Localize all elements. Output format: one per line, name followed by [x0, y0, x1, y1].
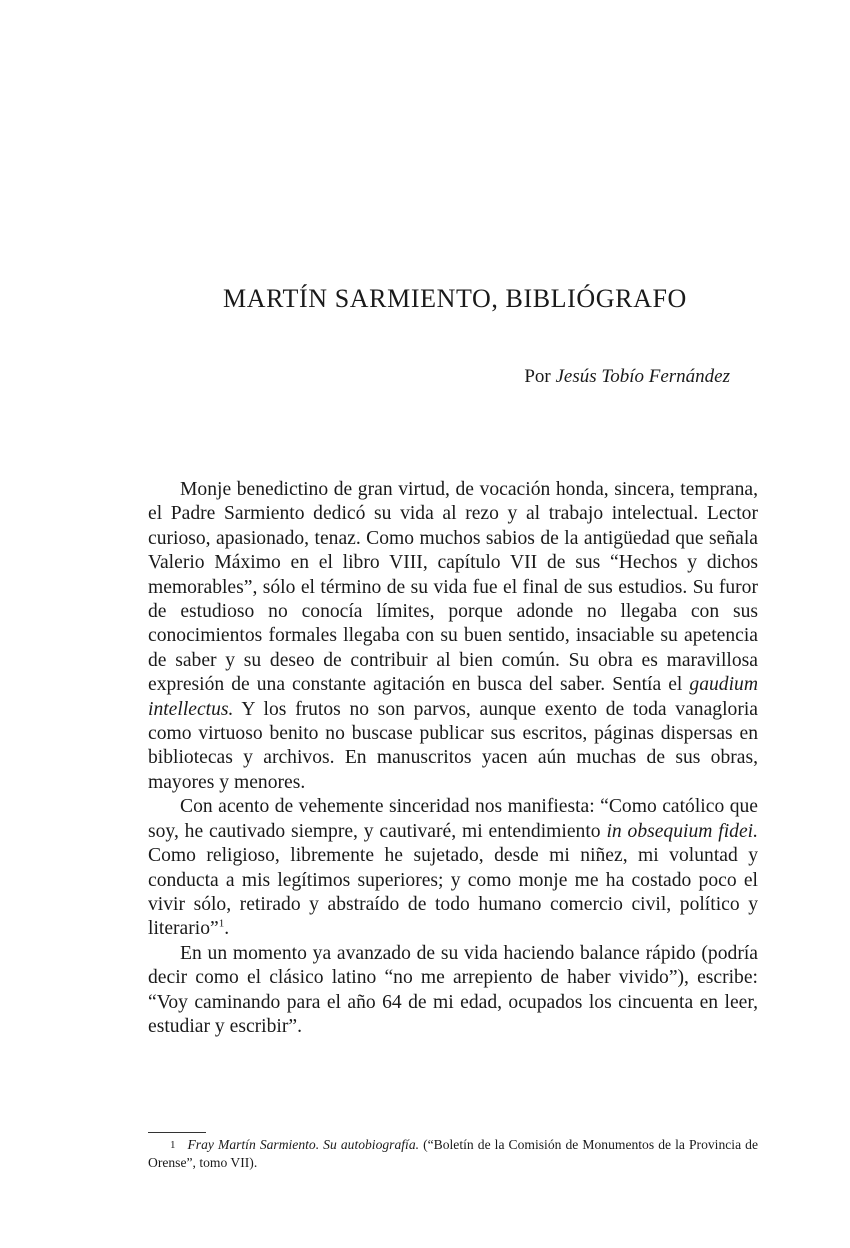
footnote-divider: [148, 1132, 206, 1133]
footnote-italic: Fray Martín Sarmiento. Su autobiografía.: [187, 1137, 420, 1152]
footnote-text: (“Boletín de la Comisión de Monumentos de la Provincia de Orense”, tomo VII).: [148, 1137, 758, 1170]
article-title: MARTÍN SARMIENTO, BIBLIÓGRAFO: [223, 284, 687, 313]
paragraph-1: [148, 478, 758, 795]
paragraph-2-text-a: Con acento de vehemente sinceridad nos manifiesta: “Como católico que soy, he cautivado siempre, y cautivaré, mi entendimiento: [148, 796, 758, 842]
article-body: [148, 478, 758, 1039]
paragraph-1-italic: gaudium intellectus.: [148, 674, 758, 720]
paragraph-2-text-c: .: [224, 918, 230, 940]
byline: [524, 366, 730, 388]
paragraph-1-text-a: Monje benedictino de gran virtud, de vocación honda, sincera, temprana, el Padre Sarmiento dedicó su vida al rezo y al trabajo intelectual. Lector curioso, apasionado, tenaz. Como muchos sabios de la antigüedad que señala Valerio Máximo en el libro VIII, capítulo VII de sus “Hechos y dichos memorables”, sólo el término de su vida fue el final de sus estudios. Su furor de estudioso no conocía límites, porque adonde no llegaba con sus conocimientos formales llegaba con su buen sentido, insaciable su apetencia de saber y su deseo de contribuir al bien común. Su obra es maravillosa expresión de una constante agitación en busca del saber. Sentía el: [148, 479, 758, 696]
footnote-mark: 1: [170, 1139, 176, 1151]
paragraph-1-text-b: Y los frutos no son parvos, aunque exento de toda vanagloria como virtuoso benito no buscase publicar sus escritos, páginas dispersas en bibliotecas y archivos. En manuscritos yacen aún muchas de sus obras, mayores y menores.: [148, 698, 758, 793]
footnote-reference: 1: [218, 917, 225, 930]
author-name: Jesús Tobío Fernández: [555, 366, 730, 387]
paragraph-2: [148, 795, 758, 941]
paragraph-3: En un momento ya avanzado de su vida haciendo balance rápido (podría decir como el clásico latino “no me arrepiento de haber vivido”), escribe: “Voy caminando para el año 64 de mi edad, ocupados los cincuenta en leer, estudiar y escribir”.: [148, 942, 758, 1037]
footnote: [148, 1136, 758, 1172]
paragraph-2-italic: in obsequium fidei.: [606, 820, 758, 842]
byline-prefix: Por: [524, 366, 551, 387]
paragraph-2-text-b: Como religioso, libremente he sujetado, desde mi niñez, mi voluntad y conducta a mis legítimos superiores; y como monje me ha costado poco el vivir sólo, retirado y abstraído de todo humano comercio civil, político y literario”: [148, 845, 758, 940]
